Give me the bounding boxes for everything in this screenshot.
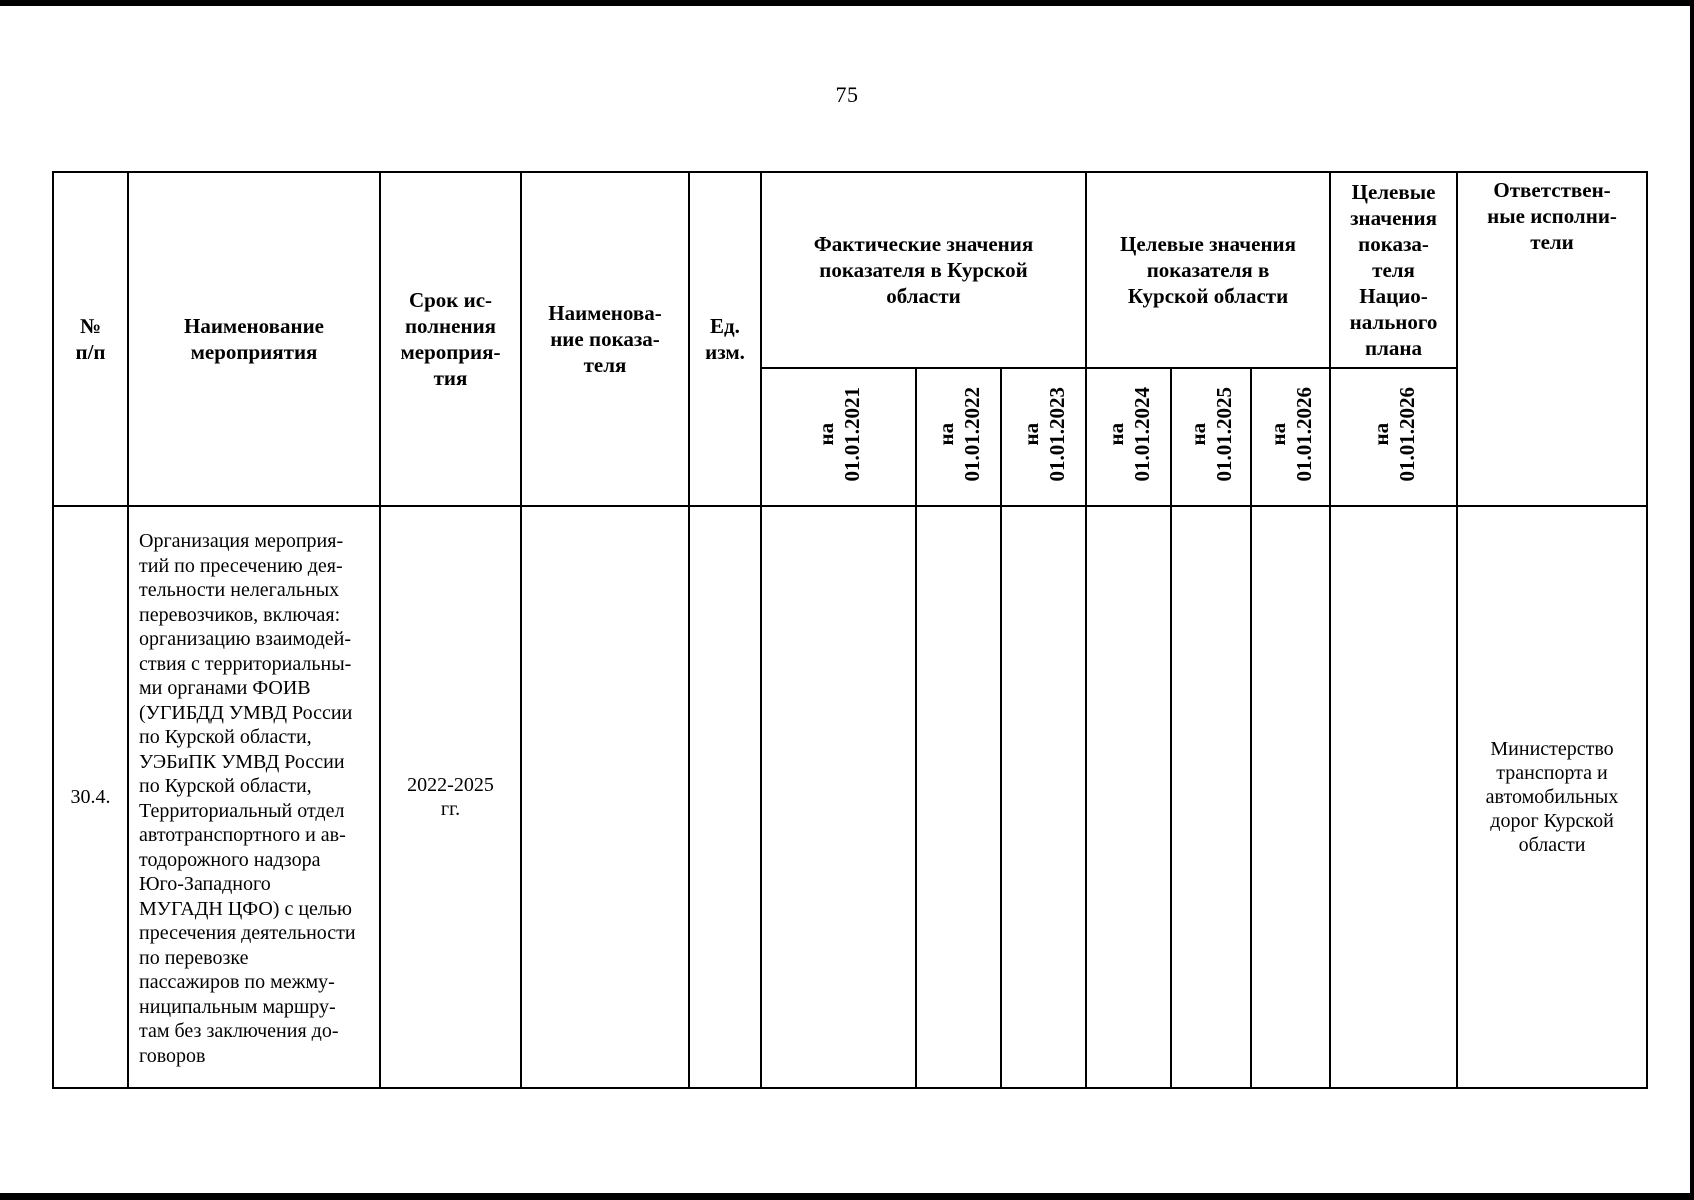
row-number: 30.4. [53, 506, 128, 1088]
header-date-target-2024: на 01.01.2024 [1086, 368, 1171, 506]
row-value-national-2026 [1330, 506, 1457, 1088]
header-date-national-2026: на 01.01.2026 [1330, 368, 1457, 506]
header-date-target-2026: на 01.01.2026 [1251, 368, 1330, 506]
page-edge-bottom [0, 1193, 1694, 1200]
row-value-target-2025 [1171, 506, 1251, 1088]
row-value-actual-2021 [761, 506, 916, 1088]
header-national-group: Целевые значения показа- теля Нацио- нального плана [1330, 172, 1457, 368]
page-edge-top [0, 0, 1694, 6]
row-value-actual-2022 [916, 506, 1001, 1088]
header-date-actual-2021: на 01.01.2021 [761, 368, 916, 506]
row-value-target-2026 [1251, 506, 1330, 1088]
header-actual-group: Фактические значения показателя в Курской области [761, 172, 1086, 368]
row-event-text: Организация мероприя- тий по пресечению дея- тельности нелегальных перевозчиков, включая: организацию взаимодей- ствия с территориальны- ми органами ФОИВ (УГИБДД УМВД России по Курской области, УЭБиПК УМВД России по Курской области, Территориальный отдел автотранспортного и ав- тодорожного надзора Юго-Западного МУГАДН ЦФО) с целью пресечения деятельности по перевозке пассажиров по межму- ниципальным маршру- там без заключения до- говоров [139, 530, 356, 1067]
row-value-actual-2023 [1001, 506, 1086, 1088]
page-edge-right [1690, 0, 1694, 1200]
header-target-group: Целевые значения показателя в Курской области [1086, 172, 1330, 368]
row-value-target-2024 [1086, 506, 1171, 1088]
header-num: № п/п [53, 172, 128, 506]
table-row [53, 506, 1647, 1088]
header-indicator: Наименова- ние показа- теля [521, 172, 689, 506]
row-deadline: 2022-2025 гг. [380, 506, 521, 1088]
header-date-target-2025: на 01.01.2025 [1171, 368, 1251, 506]
row-event [128, 506, 380, 1088]
header-unit: Ед. изм. [689, 172, 761, 506]
header-row-1 [53, 172, 1647, 368]
row-responsible [1457, 506, 1647, 1088]
header-deadline: Срок ис- полнения мероприя- тия [380, 172, 521, 506]
row-unit [689, 506, 761, 1088]
header-date-actual-2022: на 01.01.2022 [916, 368, 1001, 506]
row-indicator [521, 506, 689, 1088]
header-responsible: Ответствен- ные исполни- тели [1457, 172, 1647, 506]
header-event: Наименование мероприятия [128, 172, 380, 506]
header-date-actual-2023: на 01.01.2023 [1001, 368, 1086, 506]
plan-table [52, 171, 1648, 1089]
page-number: 75 [835, 82, 859, 107]
row-responsible-text: Министерство транспорта и автомобильных дорог Курской области [1485, 738, 1619, 856]
